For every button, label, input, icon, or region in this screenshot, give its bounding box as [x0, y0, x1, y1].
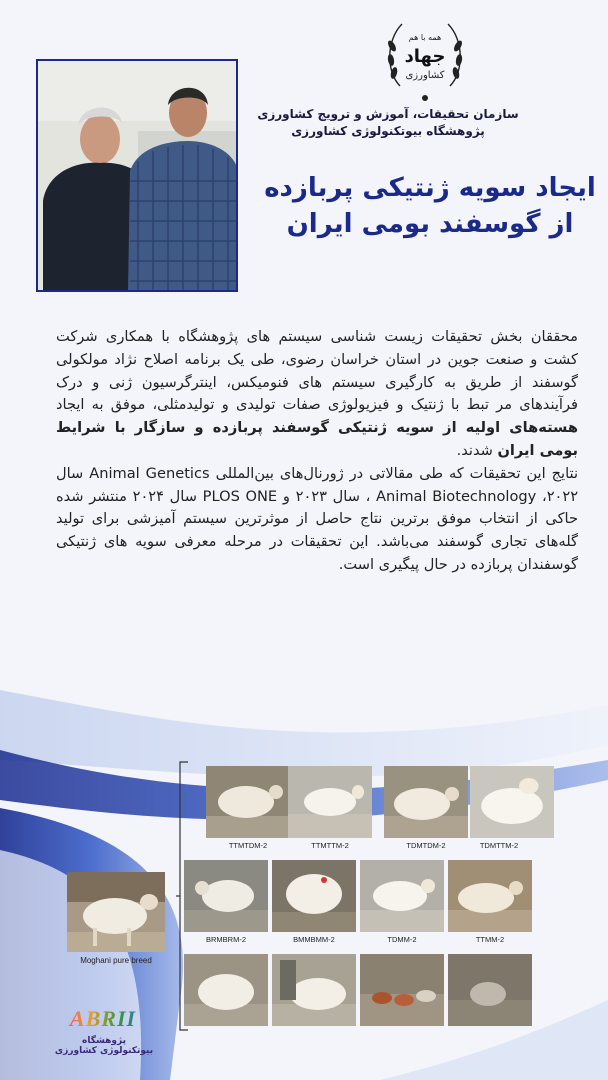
- sheep-photo-3: [384, 766, 468, 838]
- headline-line-2: از گوسفند بومی ایران: [286, 209, 574, 239]
- paragraph-1: [56, 326, 578, 463]
- article-body: [56, 326, 578, 577]
- org-line-1: سازمان تحقیقات، آموزش و ترویج کشاورزی: [257, 107, 519, 121]
- pure-breed-caption: Moghani pure breed: [80, 956, 152, 965]
- sheep-photo-11: [360, 954, 444, 1026]
- caption-6: BMMBMM-2: [293, 935, 335, 944]
- p1-text: محققان بخش تحقیقات زیست شناسی سیستم های پژوهشگاه با همکاری شرکت کشت و صنعت جوین در استان خراسان رضوی، طی یک برنامه اصلاح نژاد مولکولی گوسفند از طریق به کارگیری سیستم های فنومیکس، اینترگرسیون ژنی و درک فرآیندهای مر تبط با ژنتیک و فیزیولوژی صفات تولیدی و تولیدمثلی، موفق به ایجاد: [56, 328, 578, 414]
- abrii-subtitle: پژوهشگاه بیوتکنولوژی کشاورزی: [54, 1036, 154, 1056]
- caption-4: TDMTTM-2: [479, 841, 519, 850]
- sheep-photo-7: [360, 860, 444, 932]
- p1-bold-text: هسته‌های اولیه از سویه ژنتیکی گوسفند پربازده و سازگار با شرایط بومی ایران: [56, 419, 578, 459]
- sheep-photo-8: [448, 860, 532, 932]
- logo-top-text: همه با هم: [408, 33, 442, 42]
- sheep-photo-6: [272, 860, 356, 932]
- org-line-2: پژوهشگاه بیوتکنولوژی کشاورزی: [291, 124, 485, 138]
- caption-2: TTMTTM-2: [311, 841, 349, 850]
- sheep-photo-5: [184, 860, 268, 932]
- caption-3: TDMTDM-2: [406, 841, 446, 850]
- p2-text-a: نتایج این تحقیقات که طی مقالاتی در ژورنال‌های بین‌المللی: [215, 464, 579, 482]
- journal-animal-genetics: Animal Genetics: [89, 464, 210, 482]
- sheep-photo-10: [272, 954, 356, 1026]
- researchers-photo: [36, 59, 238, 292]
- sheep-photo-4: [470, 766, 554, 838]
- p2-text-c: ، سال ۲۰۲۳ و: [282, 487, 371, 505]
- sheep-photo-1: [206, 766, 290, 838]
- logo-sub-text: کشاورزی: [405, 70, 445, 81]
- moghani-pure-breed-photo: [67, 872, 165, 952]
- sheep-photo-2: [288, 766, 372, 838]
- caption-8: TTMM-2: [475, 935, 505, 944]
- journal-animal-biotechnology: Animal Biotechnology: [376, 487, 537, 505]
- sheep-photo-12: [448, 954, 532, 1026]
- organization-text: [238, 106, 538, 140]
- logo-main-text: جهاد: [404, 46, 446, 67]
- headline: [260, 170, 600, 242]
- caption-5: BRMBRM-2: [205, 935, 246, 944]
- p2-text-d: سال ۲۰۲۴ منتشر شده حاکی از انتخاب موفق برترین نتاج حاصل از موثرترین سیستم آمیزشی برای تولید گله‌های تجاری گوسفند می‌باشد. این تحقیقات در مرحله معرفی سویه های ژنتیکی گوسفندان پربازده در حال پیگیری است.: [56, 487, 578, 573]
- p1-end-text: شدند.: [456, 441, 493, 459]
- headline-line-1: ایجاد سویه ژنتیکی پربازده: [264, 173, 596, 203]
- abrii-logo: ABRII: [58, 1006, 148, 1034]
- paragraph-2: [56, 463, 578, 577]
- p2-text-b: سال ۲۰۲۲،: [56, 464, 579, 505]
- sheep-photo-9: [184, 954, 268, 1026]
- journal-plos-one: PLOS ONE: [202, 487, 278, 505]
- jehad-keshavarzi-logo: [380, 6, 470, 106]
- caption-7: TDMM-2: [387, 935, 417, 944]
- caption-1: TTMTDM-2: [228, 841, 268, 850]
